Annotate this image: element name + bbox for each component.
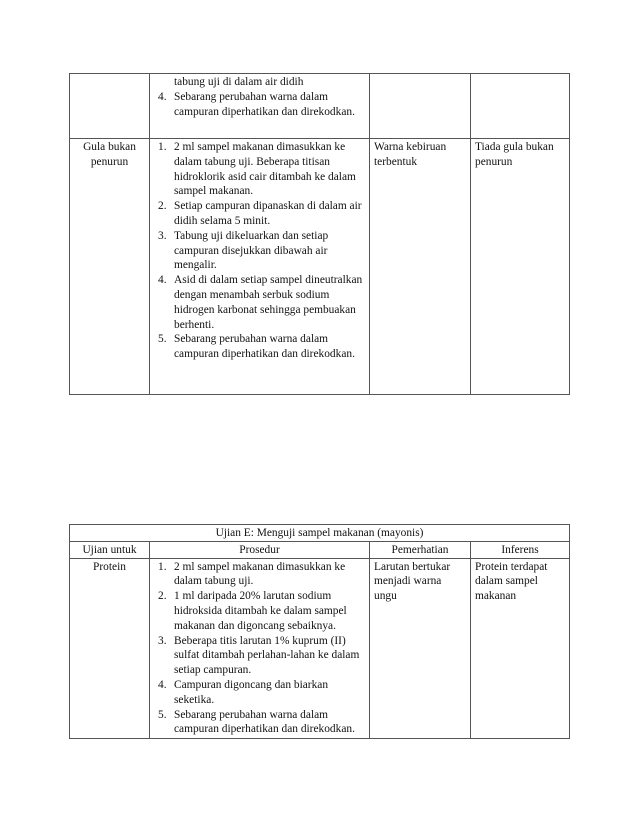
procedure-step: 3. Beberapa titis larutan 1% kuprum (II) sulfat ditambah perlahan-lahan ke dalam setiap campuran. <box>158 634 360 677</box>
procedure-step: 4. Campuran digoncang dan biarkan seketika. <box>158 678 329 706</box>
test-cell: Gula bukan penurun <box>70 139 150 395</box>
column-header: Prosedur <box>150 541 370 558</box>
procedure-step: 4. Sebarang perubahan warna dalam campuran diperhatikan dan direkodkan. <box>158 90 355 118</box>
procedure-cell <box>150 558 370 739</box>
observation-cell: Warna kebiruan terbentuk <box>370 139 471 395</box>
inference-cell: Tiada gula bukan penurun <box>471 139 570 395</box>
procedure-step: 2. Setiap campuran dipanaskan di dalam air didih selama 5 minit. <box>158 200 362 227</box>
procedure-step: 1. 2 ml sampel makanan dimasukkan ke dalam tabung uji. <box>158 560 346 588</box>
food-test-table-continued <box>69 73 570 395</box>
procedure-cell <box>150 139 370 395</box>
test-cell: Protein <box>70 558 150 739</box>
procedure-step: 4. Asid di dalam setiap sampel dineutralkan dengan menambah serbuk sodium hidrogen karbonat sehingga pembuakan berhenti. <box>158 274 363 331</box>
food-test-table-mayonnaise <box>69 524 570 739</box>
procedure-cell <box>150 74 370 139</box>
procedure-continuation: tabung uji di dalam air didih <box>174 76 304 88</box>
column-header: Ujian untuk <box>70 541 150 558</box>
table-row <box>70 139 570 395</box>
table-header-row <box>70 541 570 558</box>
observation-cell <box>370 74 471 139</box>
observation-cell: Larutan bertukar menjadi warna ungu <box>370 558 471 739</box>
inference-cell: Protein terdapat dalam sampel makanan <box>471 558 570 739</box>
procedure-step: 3. Tabung uji dikeluarkan dan setiap campuran disejukkan dibawah air mengalir. <box>158 229 329 272</box>
test-cell <box>70 74 150 139</box>
table-title: Ujian E: Menguji sampel makanan (mayonis) <box>70 525 570 542</box>
table-row <box>70 74 570 139</box>
table-title-row <box>70 525 570 542</box>
column-header: Inferens <box>471 541 570 558</box>
procedure-step: 1. 2 ml sampel makanan dimasukkan ke dalam tabung uji. Beberapa titisan hidroklorik asid cair ditambah ke dalam sampel makanan. <box>158 141 356 198</box>
column-header: Pemerhatian <box>370 541 471 558</box>
procedure-step: 5. Sebarang perubahan warna dalam campuran diperhatikan dan direkodkan. <box>158 708 355 736</box>
table-row <box>70 558 570 739</box>
procedure-step: 5. Sebarang perubahan warna dalam campuran diperhatikan dan direkodkan. <box>158 333 355 361</box>
inference-cell <box>471 74 570 139</box>
procedure-step: 2. 1 ml daripada 20% larutan sodium hidroksida ditambah ke dalam sampel makanan dan digoncang sebaiknya. <box>158 590 347 632</box>
